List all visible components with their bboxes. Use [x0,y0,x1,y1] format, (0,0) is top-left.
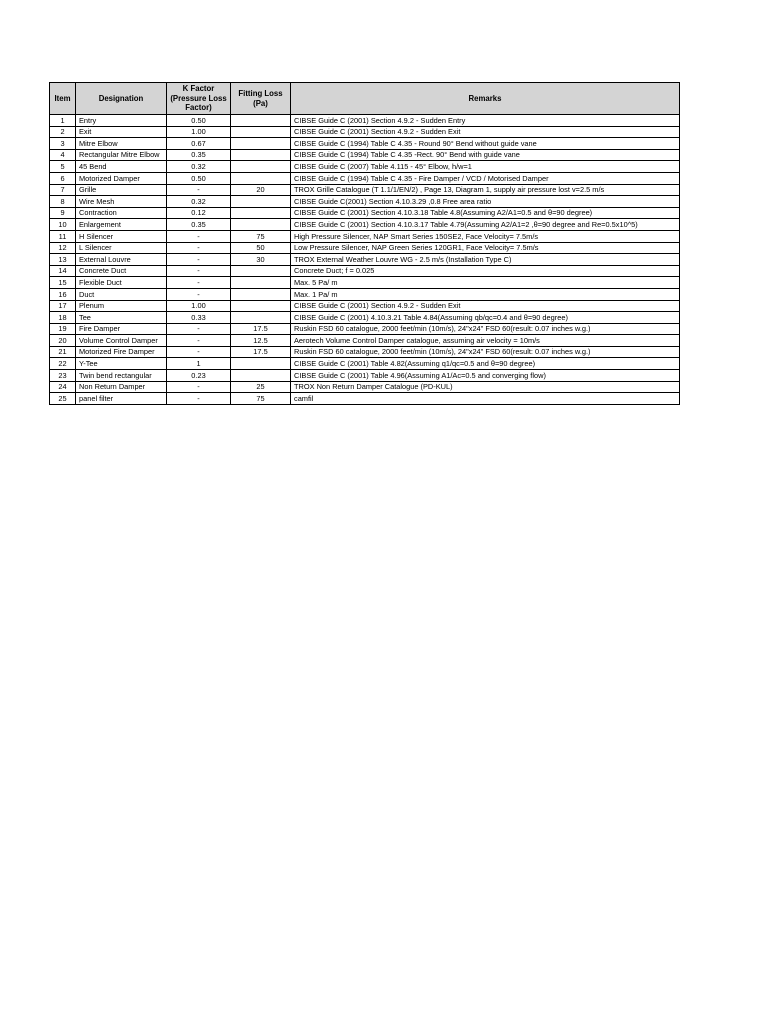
cell-remarks: CIBSE Guide C (2001) Section 4.10.3.17 Table 4.79(Assuming A2/A1=2 ,θ=90 degree and Re=0.5x10^5) [291,219,680,231]
cell-item: 6 [50,172,76,184]
cell-fitting-loss [231,312,291,324]
cell-k-factor: 0.32 [167,161,231,173]
cell-fitting-loss [231,358,291,370]
cell-item: 5 [50,161,76,173]
table-row [50,230,680,242]
cell-remarks: Low Pressure Silencer, NAP Green Series 120GR1, Face Velocity= 7.5m/s [291,242,680,254]
cell-designation: Y-Tee [76,358,167,370]
cell-fitting-loss [231,207,291,219]
table-header [50,83,680,115]
cell-item: 14 [50,265,76,277]
cell-k-factor: 0.12 [167,207,231,219]
cell-k-factor: - [167,265,231,277]
cell-designation: 45 Bend [76,161,167,173]
cell-k-factor: 0.50 [167,172,231,184]
header-designation: Designation [76,83,167,115]
cell-item: 7 [50,184,76,196]
cell-k-factor: - [167,288,231,300]
table-row [50,346,680,358]
cell-designation: Flexible Duct [76,277,167,289]
cell-designation: Enlargement [76,219,167,231]
cell-item: 18 [50,312,76,324]
cell-fitting-loss [231,265,291,277]
cell-fitting-loss [231,370,291,382]
cell-fitting-loss: 12.5 [231,335,291,347]
cell-fitting-loss: 50 [231,242,291,254]
cell-remarks: Max. 5 Pa/ m [291,277,680,289]
cell-remarks: CIBSE Guide C (2001) Table 4.96(Assuming A1/Ac=0.5 and converging flow) [291,370,680,382]
cell-remarks: Ruskin FSD 60 catalogue, 2000 feet/min (10m/s), 24"x24" FSD 60(result: 0.07 inches w.g.) [291,323,680,335]
table-row [50,381,680,393]
cell-item: 20 [50,335,76,347]
cell-remarks: Max. 1 Pa/ m [291,288,680,300]
cell-fitting-loss [231,172,291,184]
cell-fitting-loss: 25 [231,381,291,393]
table-row [50,115,680,127]
cell-fitting-loss [231,219,291,231]
cell-k-factor: 1.00 [167,126,231,138]
table-row [50,370,680,382]
table-row [50,265,680,277]
cell-designation: Non Return Damper [76,381,167,393]
cell-remarks: CIBSE Guide C (2001) 4.10.3.21 Table 4.84(Assuming qb/qc=0.4 and θ=90 degree) [291,312,680,324]
cell-remarks: TROX Grille Catalogue (T 1.1/1/EN/2) , Page 13, Diagram 1, supply air pressure lost v=2.5 m/s [291,184,680,196]
fitting-loss-table [49,82,680,405]
table-row [50,300,680,312]
table-row [50,138,680,150]
table-body [50,115,680,405]
cell-k-factor: 1 [167,358,231,370]
cell-item: 25 [50,393,76,405]
cell-item: 22 [50,358,76,370]
cell-designation: Grille [76,184,167,196]
cell-designation: Concrete Duct [76,265,167,277]
cell-designation: Mitre Elbow [76,138,167,150]
cell-item: 10 [50,219,76,231]
table-row [50,149,680,161]
cell-fitting-loss: 30 [231,254,291,266]
cell-fitting-loss [231,138,291,150]
table-row [50,393,680,405]
cell-designation: Plenum [76,300,167,312]
cell-remarks: camfil [291,393,680,405]
table-row [50,172,680,184]
header-k-factor: K Factor (Pressure Loss Factor) [167,83,231,115]
cell-item: 11 [50,230,76,242]
cell-item: 12 [50,242,76,254]
cell-item: 21 [50,346,76,358]
cell-k-factor: - [167,346,231,358]
cell-fitting-loss: 20 [231,184,291,196]
table-row [50,254,680,266]
cell-fitting-loss [231,196,291,208]
cell-item: 24 [50,381,76,393]
cell-fitting-loss: 75 [231,230,291,242]
cell-remarks: Ruskin FSD 60 catalogue, 2000 feet/min (10m/s), 24"x24" FSD 60(result: 0.07 inches w.g.) [291,346,680,358]
cell-remarks: TROX External Weather Louvre WG - 2.5 m/s (Installation Type C) [291,254,680,266]
cell-item: 19 [50,323,76,335]
table-row [50,161,680,173]
cell-designation: Contraction [76,207,167,219]
cell-item: 4 [50,149,76,161]
cell-designation: Rectangular Mitre Elbow [76,149,167,161]
cell-remarks: CIBSE Guide C (2001) Table 4.82(Assuming q1/qc=0.5 and θ=90 degree) [291,358,680,370]
table-row [50,126,680,138]
cell-designation: Twin bend rectangular [76,370,167,382]
cell-designation: H Silencer [76,230,167,242]
cell-item: 8 [50,196,76,208]
cell-k-factor: 0.33 [167,312,231,324]
cell-fitting-loss: 17.5 [231,346,291,358]
cell-item: 2 [50,126,76,138]
cell-k-factor: - [167,335,231,347]
cell-fitting-loss: 75 [231,393,291,405]
table-row [50,207,680,219]
header-row [50,83,680,115]
cell-item: 23 [50,370,76,382]
table-row [50,288,680,300]
cell-k-factor: 1.00 [167,300,231,312]
table-row [50,335,680,347]
cell-designation: panel filter [76,393,167,405]
cell-remarks: CIBSE Guide C (1994) Table C 4.35 - Round 90° Bend without guide vane [291,138,680,150]
cell-item: 13 [50,254,76,266]
cell-k-factor: - [167,393,231,405]
cell-designation: Tee [76,312,167,324]
cell-fitting-loss [231,149,291,161]
cell-fitting-loss [231,300,291,312]
cell-k-factor: - [167,184,231,196]
cell-item: 1 [50,115,76,127]
cell-remarks: Aerotech Volume Control Damper catalogue, assuming air velocity = 10m/s [291,335,680,347]
table-row [50,219,680,231]
cell-item: 15 [50,277,76,289]
cell-k-factor: - [167,381,231,393]
cell-k-factor: 0.23 [167,370,231,382]
cell-k-factor: 0.50 [167,115,231,127]
cell-designation: Volume Control Damper [76,335,167,347]
cell-designation: L Silencer [76,242,167,254]
table-row [50,358,680,370]
cell-remarks: CIBSE Guide C (2007) Table 4.115 - 45° Elbow, h/w=1 [291,161,680,173]
cell-item: 3 [50,138,76,150]
table-row [50,196,680,208]
cell-item: 9 [50,207,76,219]
cell-item: 17 [50,300,76,312]
cell-designation: Fire Damper [76,323,167,335]
cell-fitting-loss [231,126,291,138]
cell-k-factor: 0.32 [167,196,231,208]
cell-k-factor: 0.35 [167,219,231,231]
header-item: Item [50,83,76,115]
cell-item: 16 [50,288,76,300]
cell-fitting-loss [231,161,291,173]
header-remarks: Remarks [291,83,680,115]
header-fitting-loss: Fitting Loss (Pa) [231,83,291,115]
cell-remarks: CIBSE Guide C (2001) Section 4.9.2 - Sudden Exit [291,126,680,138]
cell-fitting-loss [231,277,291,289]
cell-fitting-loss [231,288,291,300]
cell-remarks: CIBSE Guide C (2001) Section 4.9.2 - Sudden Exit [291,300,680,312]
cell-k-factor: 0.67 [167,138,231,150]
cell-fitting-loss: 17.5 [231,323,291,335]
cell-remarks: Concrete Duct; f = 0.025 [291,265,680,277]
table-row [50,323,680,335]
cell-remarks: CIBSE Guide C (2001) Section 4.9.2 - Sudden Entry [291,115,680,127]
cell-remarks: High Pressure Silencer, NAP Smart Series 150SE2, Face Velocity= 7.5m/s [291,230,680,242]
cell-remarks: TROX Non Return Damper Catalogue (PD-KUL) [291,381,680,393]
cell-designation: External Louvre [76,254,167,266]
table-row [50,277,680,289]
cell-designation: Wire Mesh [76,196,167,208]
cell-remarks: CIBSE Guide C (1994) Table C 4.35 -Rect. 90° Bend with guide vane [291,149,680,161]
cell-k-factor: 0.35 [167,149,231,161]
cell-k-factor: - [167,277,231,289]
cell-fitting-loss [231,115,291,127]
cell-k-factor: - [167,323,231,335]
cell-designation: Motorized Fire Damper [76,346,167,358]
cell-designation: Exit [76,126,167,138]
cell-remarks: CIBSE Guide C (2001) Section 4.10.3.18 Table 4.8(Assuming A2/A1=0.5 and θ=90 degree) [291,207,680,219]
cell-designation: Motorized Damper [76,172,167,184]
cell-designation: Duct [76,288,167,300]
table-row [50,242,680,254]
cell-remarks: CIBSE Guide C (1994) Table C 4.35 - Fire Damper / VCD / Motorised Damper [291,172,680,184]
cell-remarks: CIBSE Guide C(2001) Section 4.10.3.29 ,0.8 Free area ratio [291,196,680,208]
table-row [50,184,680,196]
cell-k-factor: - [167,230,231,242]
cell-designation: Entry [76,115,167,127]
cell-k-factor: - [167,254,231,266]
table-row [50,312,680,324]
cell-k-factor: - [167,242,231,254]
